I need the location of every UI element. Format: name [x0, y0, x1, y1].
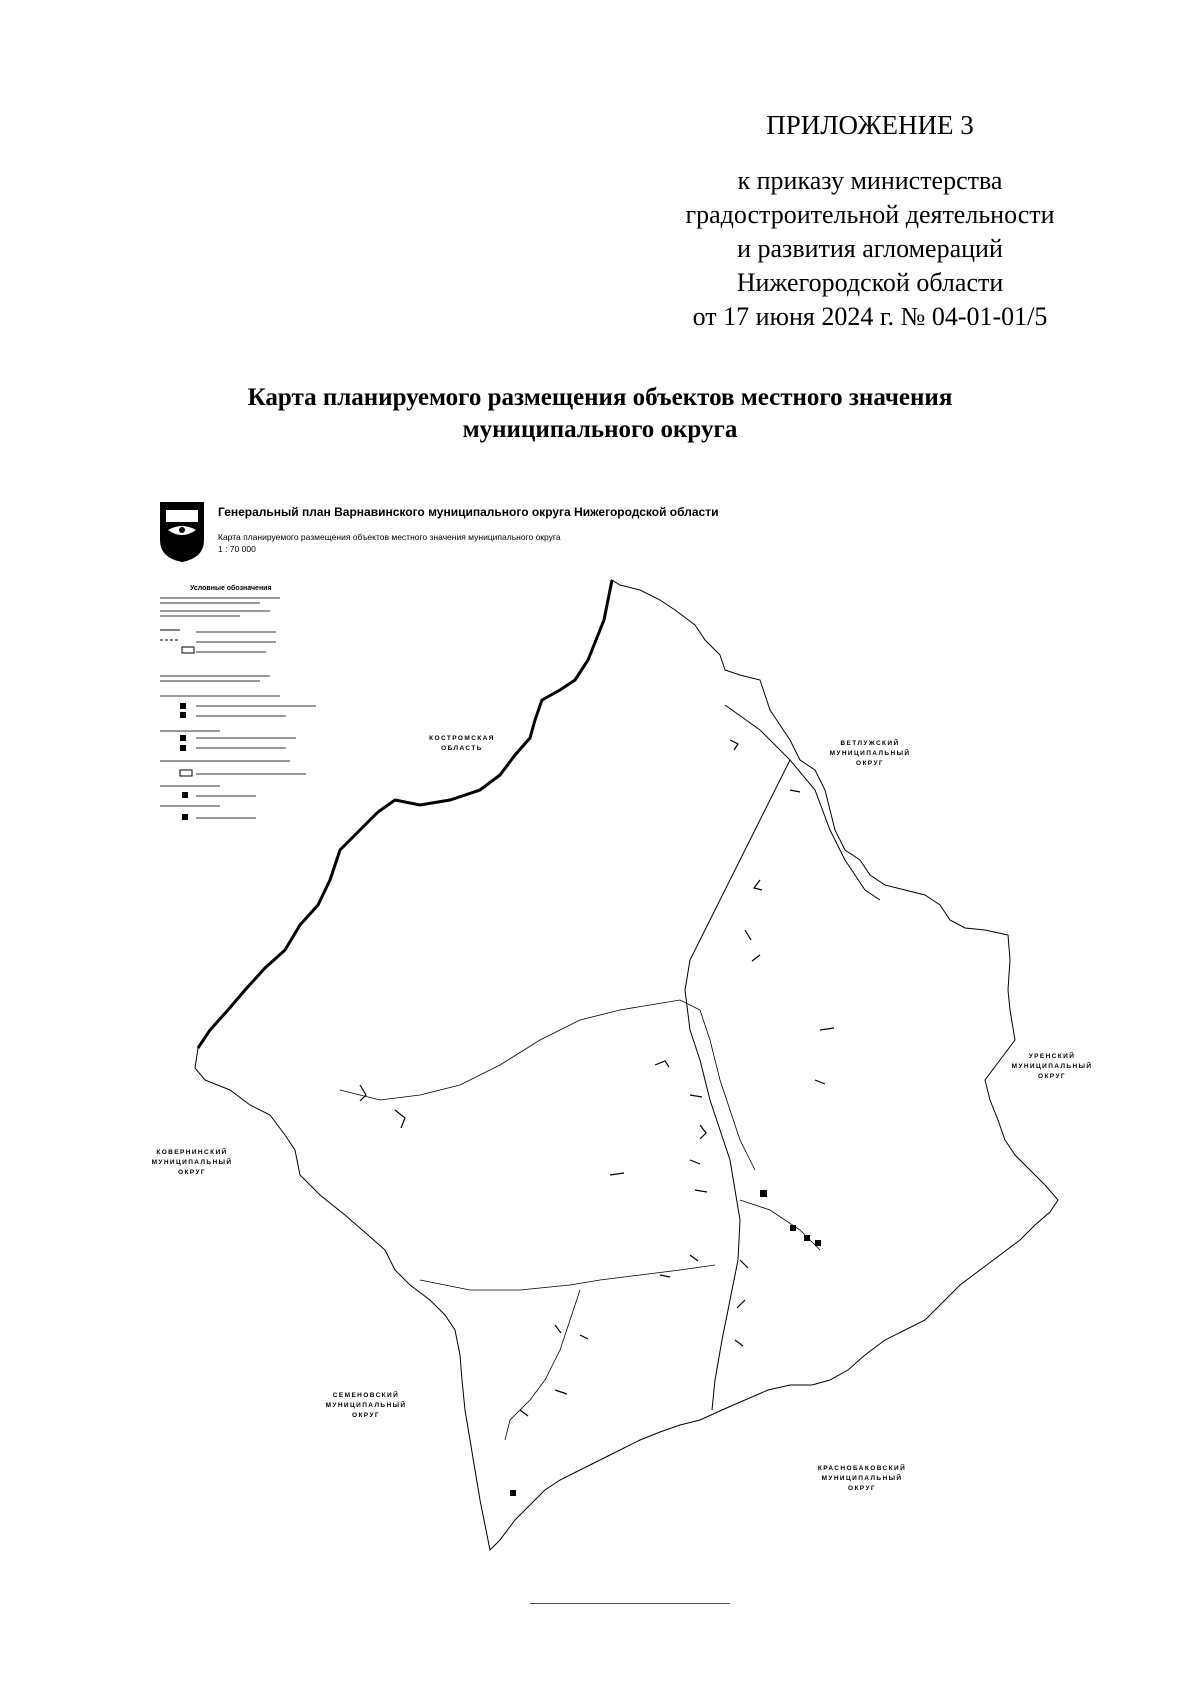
appendix-line: Нижегородской области [736, 268, 1004, 297]
footer-rule [530, 1603, 730, 1604]
neighbour-label-uren [1012, 1051, 1093, 1080]
appendix-line: и развития агломераций [737, 234, 1003, 263]
neighbour-label-vetluga [830, 738, 911, 767]
map-label: КОВЕРНИНСКИЙ [156, 1149, 228, 1156]
map-label: ВЕТЛУЖСКИЙ [840, 740, 900, 747]
map-label: УРЕНСКИЙ [1028, 1053, 1076, 1060]
neighbour-label-krasnye-baki [818, 1463, 906, 1492]
planned-object-marker [815, 1240, 821, 1246]
map-label: МУНИЦИПАЛЬНЫЙ [151, 1159, 233, 1166]
map-header-subtitle: Карта планируемого размещения объектов местного значения муниципального округа [218, 532, 561, 542]
planned-object-marker [790, 1225, 796, 1231]
map-label: КРАСНОБАКОВСКИЙ [817, 1465, 907, 1472]
road [740, 1200, 820, 1250]
appendix-line: от 17 июня 2024 г. № 04-01-01/5 [692, 302, 1048, 331]
map-label: ОКРУГ [177, 1169, 207, 1176]
road [505, 1290, 580, 1440]
map-label: КОСТРОМСКАЯ [429, 735, 495, 742]
map-label: МУНИЦИПАЛЬНЫЙ [325, 1402, 407, 1409]
settlement-marks [360, 740, 834, 1496]
neighbour-label-kostroma [429, 735, 495, 752]
map-header-scale: 1 : 70 000 [218, 544, 256, 554]
map-label: МУНИЦИПАЛЬНЫЙ [1011, 1063, 1093, 1070]
district-boundary [195, 580, 1058, 1550]
appendix-heading: ПРИЛОЖЕНИЕ 3 [766, 110, 974, 140]
document-title-line: муниципального округа [462, 416, 738, 443]
legend-title: Условные обозначения [190, 585, 272, 592]
road [340, 1000, 755, 1170]
map-header-title: Генеральный план Варнавинского муниципального округа Нижегородской области [218, 505, 719, 519]
planned-object-marker [760, 1190, 767, 1197]
map-label: ОКРУГ [351, 1412, 381, 1419]
map-label: ОБЛАСТЬ [441, 745, 483, 752]
region-boundary [198, 580, 612, 1048]
neighbour-label-kovernino [152, 1147, 233, 1176]
planned-object-marker [510, 1490, 516, 1496]
road [420, 1265, 715, 1290]
appendix-line: к приказу министерства [737, 166, 1003, 195]
planned-object-marker [804, 1235, 810, 1241]
map-label: ОКРУГ [847, 1485, 877, 1492]
map-label: СЕМЕНОВСКИЙ [332, 1392, 400, 1399]
map-label: ОКРУГ [1037, 1073, 1067, 1080]
appendix-line: градостроительной деятельности [685, 200, 1055, 229]
map-label: МУНИЦИПАЛЬНЫЙ [829, 750, 911, 757]
document-title-line: Карта планируемого размещения объектов местного значения [247, 384, 953, 411]
map-label: МУНИЦИПАЛЬНЫЙ [821, 1475, 903, 1482]
map-label: ОКРУГ [855, 760, 885, 767]
neighbour-label-semenov [326, 1390, 407, 1419]
